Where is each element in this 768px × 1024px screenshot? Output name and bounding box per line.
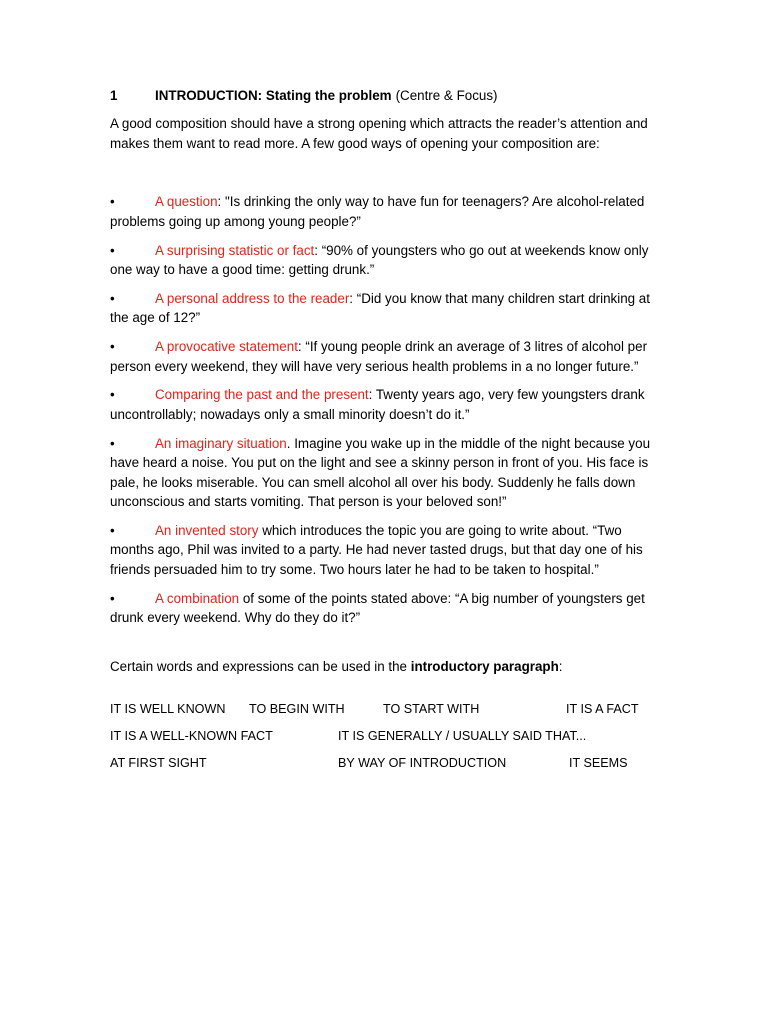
document-page [110,86,662,781]
bullet-icon: • [110,522,115,538]
list-item [110,589,662,628]
expressions-row [110,754,662,781]
expressions-intro-bold: introductory paragraph [410,658,559,674]
list-item [110,289,662,328]
bullet-label: A provocative statement [155,339,298,355]
bullet-icon: • [110,387,115,403]
expression: IT IS GENERALLY / USUALLY SAID THAT... [338,729,587,744]
bullet-icon: • [110,194,115,210]
expression: IT IS WELL KNOWN [110,702,226,717]
bullet-icon: • [110,435,115,451]
bullet-label: A question [155,194,218,210]
section-number: 1 [110,88,118,103]
expression: IT IS A WELL-KNOWN FACT [110,729,273,744]
list-item [110,385,662,424]
bullet-text: : Twenty years ago, very few youngsters drank uncontrollably; nowadays only a small minority doesn’t do it.” [110,387,645,422]
expression: IT SEEMS [569,756,628,771]
bullet-text: which introduces the topic you are going to write about. “Two months ago, Phil was invited to a party. He had never tasted drugs, but that day one of his friends persuaded him to try some. Two hours later he had to be taken to hospital.” [110,522,643,577]
intro-paragraph: A good composition should have a strong opening which attracts the reader’s attention and makes them want to read more. A few good ways of opening your composition are: [110,116,648,151]
section-heading [110,86,662,105]
bullet-text: of some of the points stated above: “A big number of youngsters get drunk every weekend. Why do they do it?” [110,590,645,626]
bullet-icon: • [110,290,115,306]
expressions-row [110,700,662,727]
expressions-row [110,727,662,754]
list-item [110,241,662,280]
bullet-icon: • [110,590,115,606]
list-item [110,192,662,231]
bullet-list [110,192,662,627]
bullet-text: : “Did you know that many children start drinking at the age of 12?” [110,290,650,326]
bullet-label: A combination [155,590,240,606]
bullet-text: : “If young people drink an average of 3 litres of alcohol per person every weekend, they will have very serious health problems in a no longer future.” [110,339,648,374]
list-item [110,521,662,579]
expression: TO BEGIN WITH [249,702,345,717]
expression: BY WAY OF INTRODUCTION [338,756,507,771]
bullet-label: Comparing the past and the present [155,387,369,403]
bullet-icon: • [110,339,115,355]
bullet-text: : "Is drinking the only way to have fun for teenagers? Are alcohol-related problems going up among young people?” [110,194,645,229]
section-title: INTRODUCTION: Stating the problem [155,88,392,103]
bullet-text: . Imagine you wake up in the middle of the night because you have heard a noise. You put on the light and see a skinny person in front of you. His face is pale, he looks miserable. You can smell alcohol all over his body. Suddenly he falls down unconscious and starts vomiting. That person is your beloved son!” [110,435,651,509]
expressions-intro: Certain words and expressions can be used in the introductory paragraph: [110,658,563,674]
list-item [110,337,662,376]
section-subtitle: (Centre & Focus) [395,88,498,103]
expression: IT IS A FACT [566,702,639,717]
bullet-text: : “90% of youngsters who go out at weekends know only one way to have a good time: getting drunk.” [110,242,649,277]
bullet-label: An imaginary situation [155,435,287,451]
expressions-table [110,700,662,781]
bullet-icon: • [110,242,115,258]
list-item [110,434,662,512]
expression: AT FIRST SIGHT [110,756,207,771]
expression: TO START WITH [383,702,480,717]
bullet-label: A surprising statistic or fact [155,242,315,258]
bullet-label: An invented story [155,522,259,538]
bullet-label: A personal address to the reader [155,290,350,306]
